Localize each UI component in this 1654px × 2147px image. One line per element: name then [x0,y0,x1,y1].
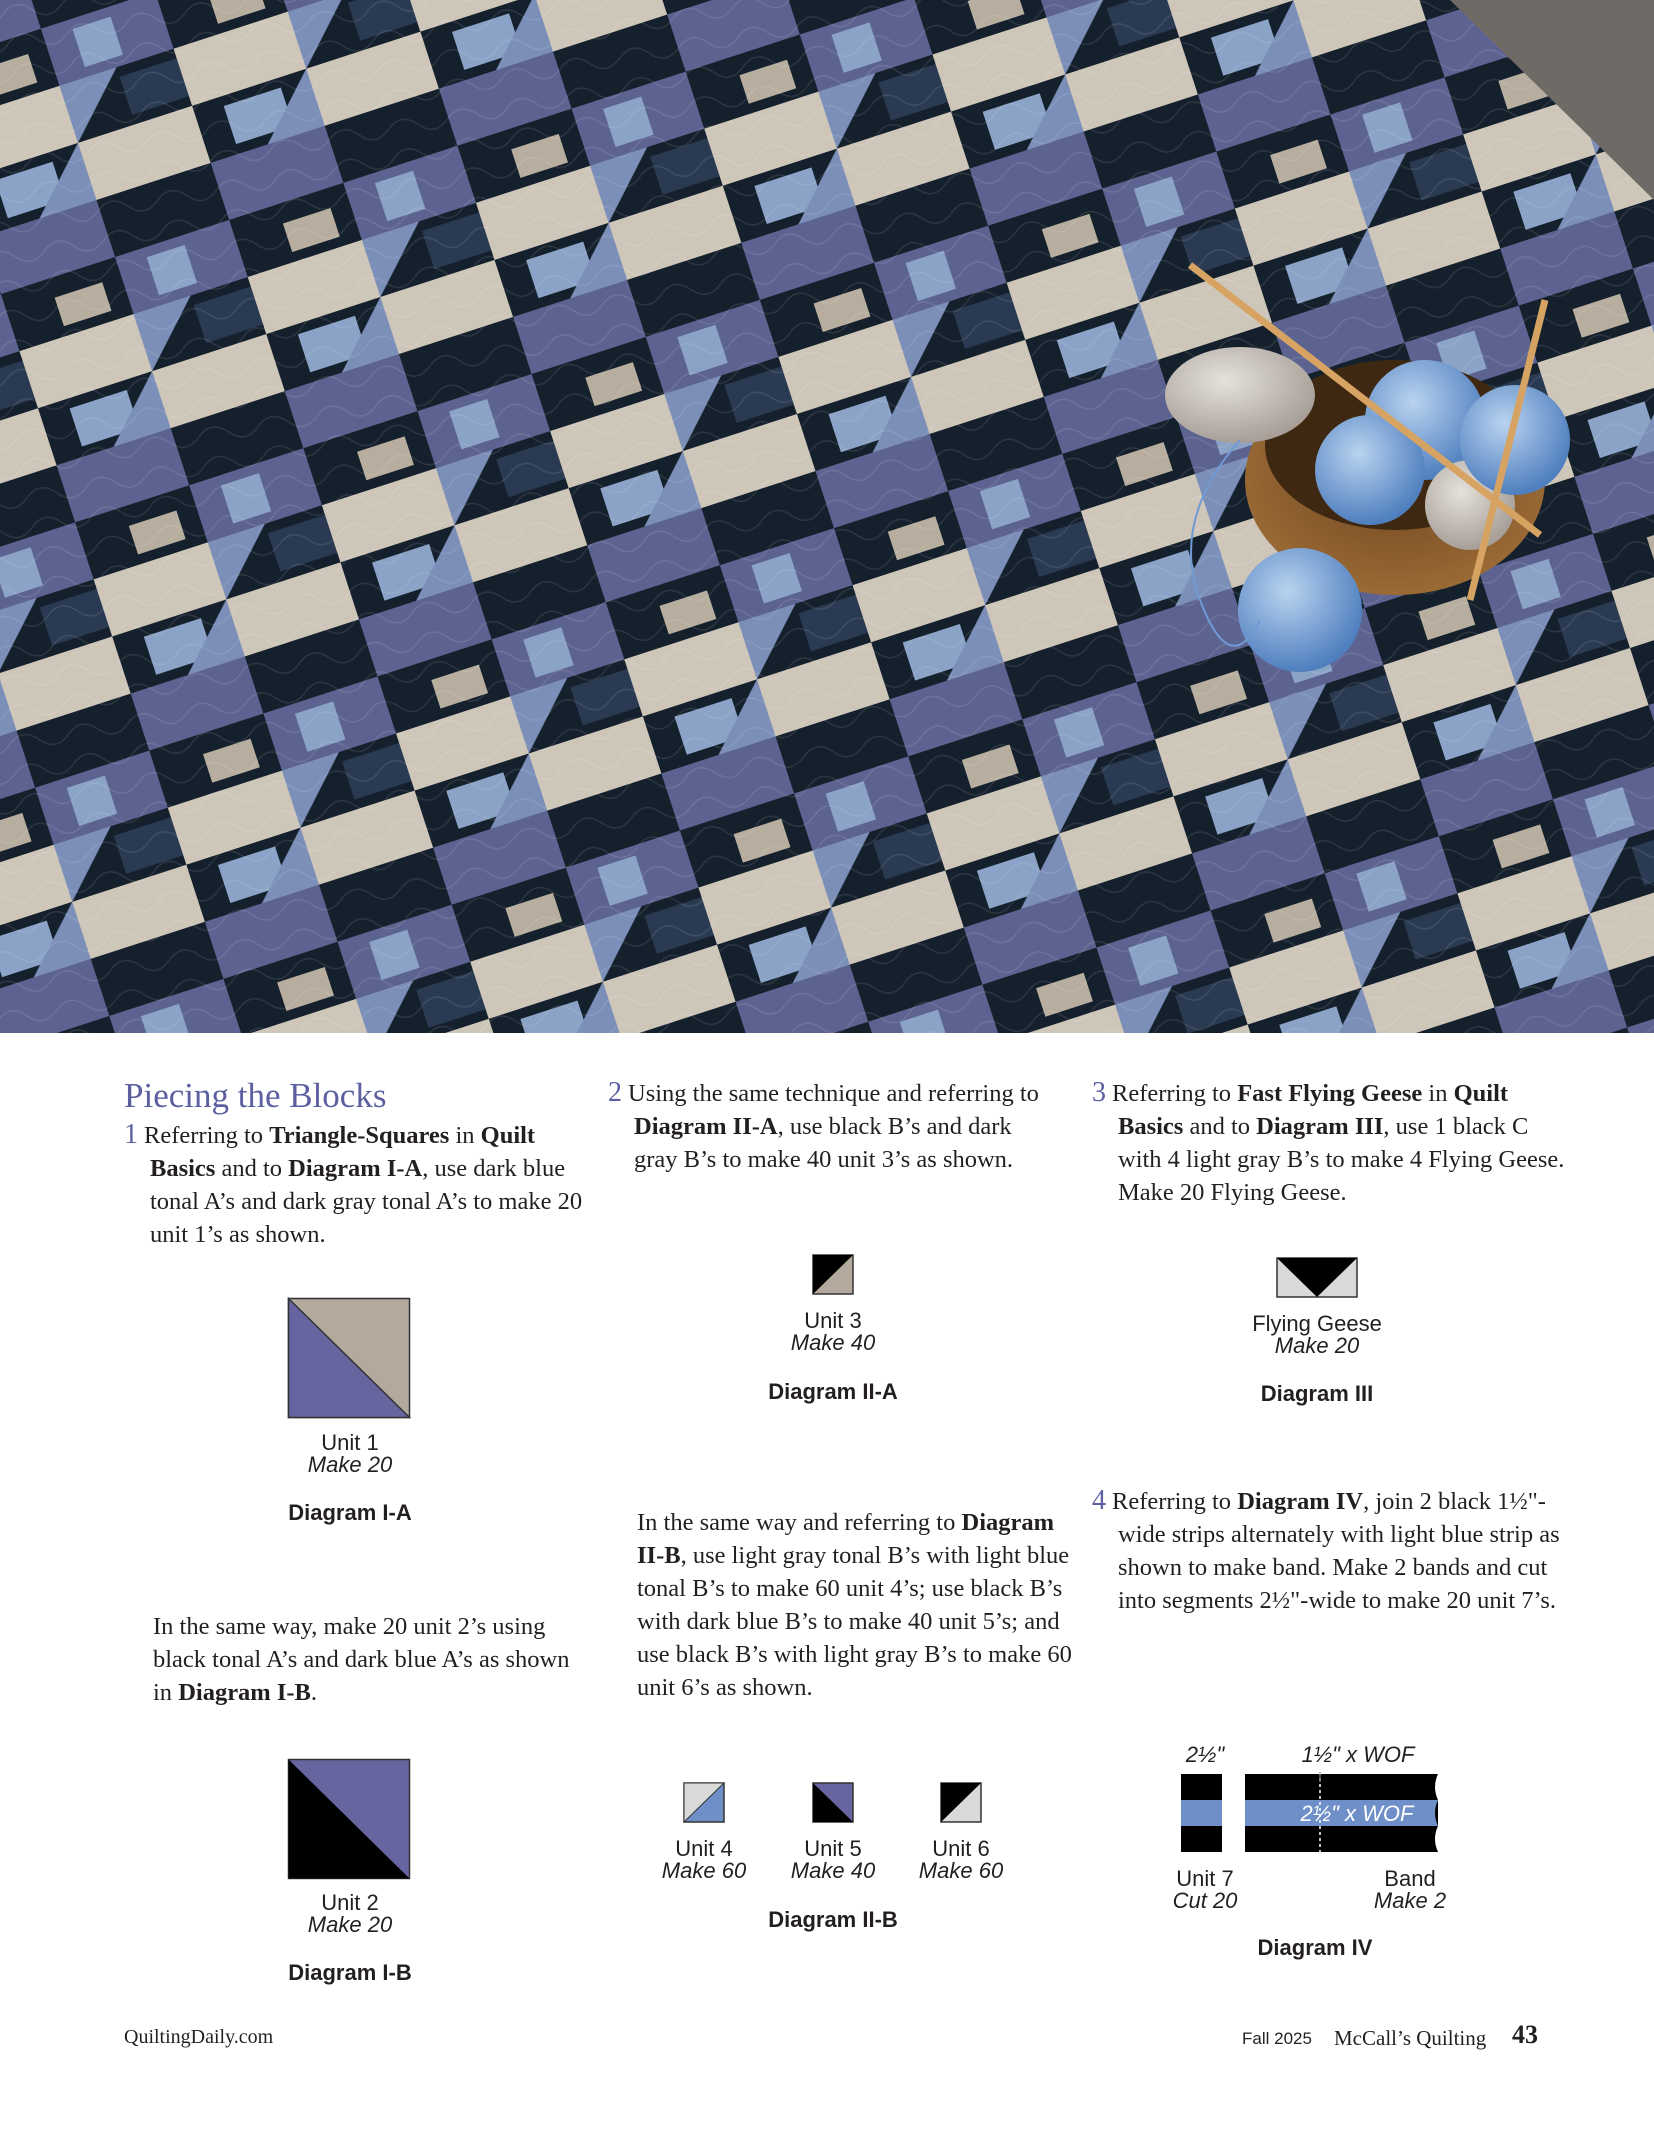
step-number: 4 [1092,1485,1106,1516]
diagram-i-b-caption: Diagram I-B [288,1960,412,1985]
unit-7-label: Unit 7 Cut 20 [1172,1866,1238,1913]
unit-6-diagram [940,1782,982,1823]
section-heading: Piecing the Blocks [124,1076,387,1115]
footer-issue: Fall 2025 [1242,2029,1312,2048]
quilt-photo [0,0,1654,1033]
segment-width-label: 2½" [1185,1742,1225,1767]
step-number: 1 [124,1119,138,1150]
unit-4-diagram [683,1782,725,1823]
unit-4-label: Unit 4 Make 60 [661,1836,747,1883]
center-strip-label: 2½" x WOF [1300,1801,1414,1826]
diagram-i-a-caption: Diagram I-A [288,1500,412,1525]
footer-magazine: McCall’s Quilting [1334,2026,1487,2050]
yarn-ball-icon [1238,548,1362,672]
unit-2-diagram [287,1758,411,1880]
page-number: 43 [1512,2020,1538,2049]
quilt-photo-art [0,0,1654,1033]
unit-3-diagram [812,1254,854,1295]
unit-5-diagram [812,1782,854,1823]
step-1: 1 Referring to Triangle-Squares in Quilt Basics and to Diagram I-A, use dark blue tonal A’s and dark gray tonal A’s to make 20 unit 1’s as shown. [124,1119,583,1248]
step-3: 3 Referring to Fast Flying Geese in Quilt Basics and to Diagram III, use 1 black C with 4 light gray B’s to make 4 Flying Geese. Make 20 Flying Geese. [1092,1077,1565,1206]
diagram-iii-caption: Diagram III [1260,1381,1374,1406]
unit-1-label: Unit 1 Make 20 [307,1430,393,1477]
diagram-iv-caption: Diagram IV [1257,1935,1373,1960]
unit-2-label: Unit 2 Make 20 [307,1890,393,1937]
diagram-ii-a-caption: Diagram II-A [768,1379,898,1404]
flying-geese-label: Flying Geese Make 20 [1252,1311,1382,1358]
step-number: 2 [608,1077,622,1108]
step-2-continued: In the same way and referring to Diagram II-B, use light gray tonal B’s with light blue tonal B’s to make 60 unit 4’s; use black B’s with dark blue B’s to make 40 unit 5’s; and use black B’s with light gray B’s to make 60 unit 6’s as shown. [637,1509,1072,1701]
diagram-ii-b-caption: Diagram II-B [768,1907,898,1932]
unit-5-label: Unit 5 Make 40 [790,1836,876,1883]
step-2: 2 Using the same technique and referring to Diagram II-A, use black B’s and dark gray B’s to make 40 unit 3’s as shown. [608,1077,1039,1173]
step-4: 4 Referring to Diagram IV, join 2 black 1½"-wide strips alternately with light blue strip as shown to make band. Make 2 bands and cut into segments 2½"-wide to make 20 unit 7’s. [1092,1485,1560,1614]
flying-geese-diagram [1276,1257,1358,1298]
unit-1-diagram [287,1297,411,1419]
footer-site: QuiltingDaily.com [124,2026,274,2048]
unit-6-label: Unit 6 Make 60 [918,1836,1004,1883]
strip-width-label: 1½" x WOF [1301,1742,1415,1767]
band-label: Band Make 2 [1373,1866,1447,1913]
unit-3-label: Unit 3 Make 40 [790,1308,876,1355]
step-1-continued: In the same way, make 20 unit 2’s using black tonal A’s and dark blue A’s as shown in Diagram I-B. [153,1613,570,1706]
step-number: 3 [1092,1077,1106,1108]
